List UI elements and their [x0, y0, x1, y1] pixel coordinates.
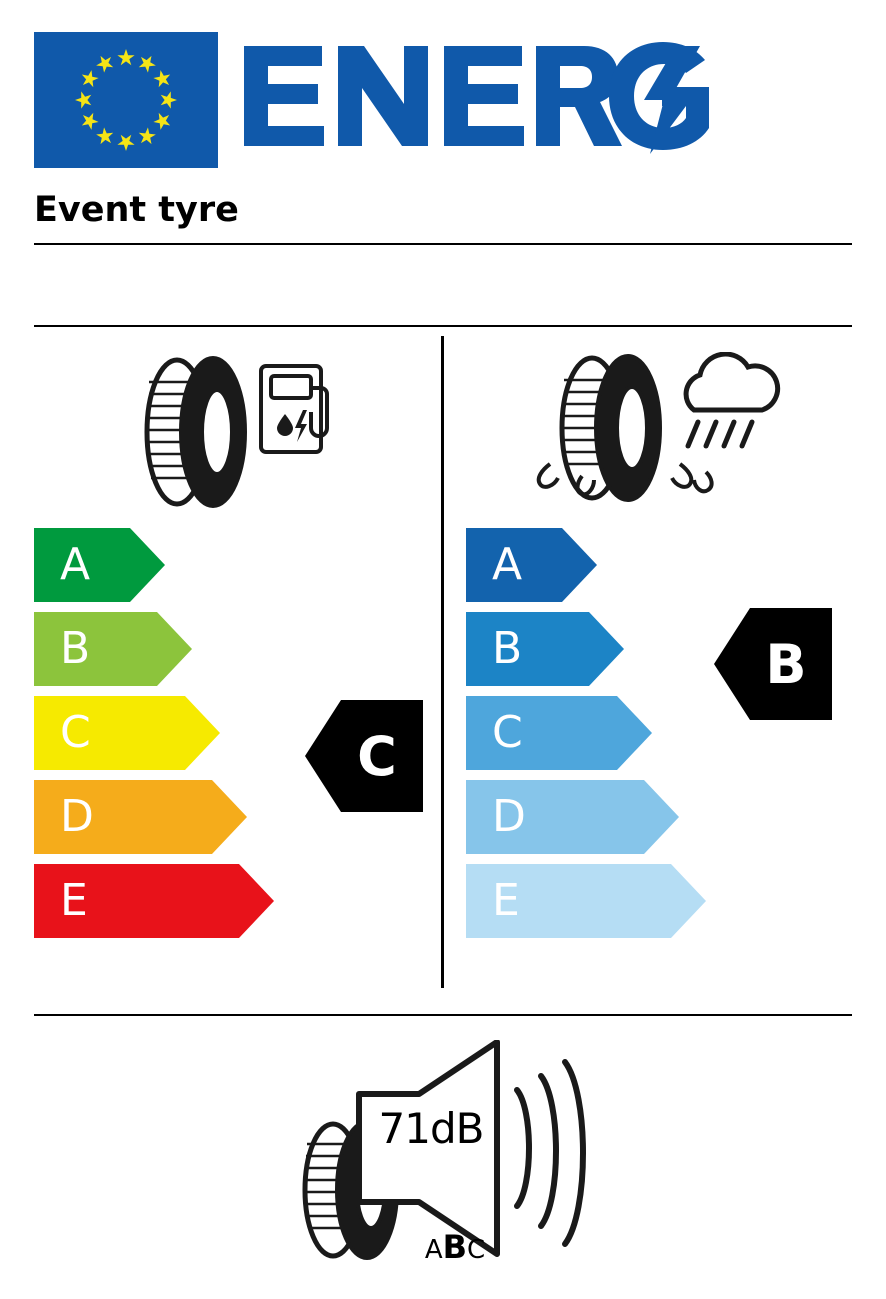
divider-bottom-section: [34, 1014, 852, 1016]
grade-letter: A: [492, 539, 523, 590]
divider-under-title: [34, 243, 852, 245]
fuel-efficiency-result: [305, 700, 423, 812]
grade-letter: D: [60, 791, 94, 842]
grade-letter: D: [492, 791, 526, 842]
tyre-rain-cloud-icon: [530, 352, 792, 512]
fuel-result-letter: C: [357, 724, 397, 788]
grade-letter: C: [60, 707, 91, 758]
noise-value: 71dB: [378, 1104, 484, 1153]
eu-flag: [34, 32, 218, 168]
wet-grip-result: [714, 608, 832, 720]
grade-letter: B: [492, 623, 523, 674]
noise-class-b: B: [442, 1228, 468, 1266]
divider-top-section: [34, 325, 852, 327]
energ-wordmark: [240, 42, 710, 158]
grade-letter: B: [60, 623, 91, 674]
noise-class-a: A: [424, 1235, 443, 1265]
grade-letter: A: [60, 539, 91, 590]
grade-letter: C: [492, 707, 523, 758]
noise-class-c: C: [467, 1235, 486, 1265]
noise-class-scale: [410, 1228, 500, 1266]
grade-letter: E: [492, 875, 520, 926]
grade-letter: E: [60, 875, 88, 926]
brand-title: Event tyre: [34, 190, 239, 230]
divider-vertical: [441, 336, 444, 988]
tyre-fuel-pump-icon: [125, 352, 330, 512]
wet-result-letter: B: [765, 632, 807, 696]
